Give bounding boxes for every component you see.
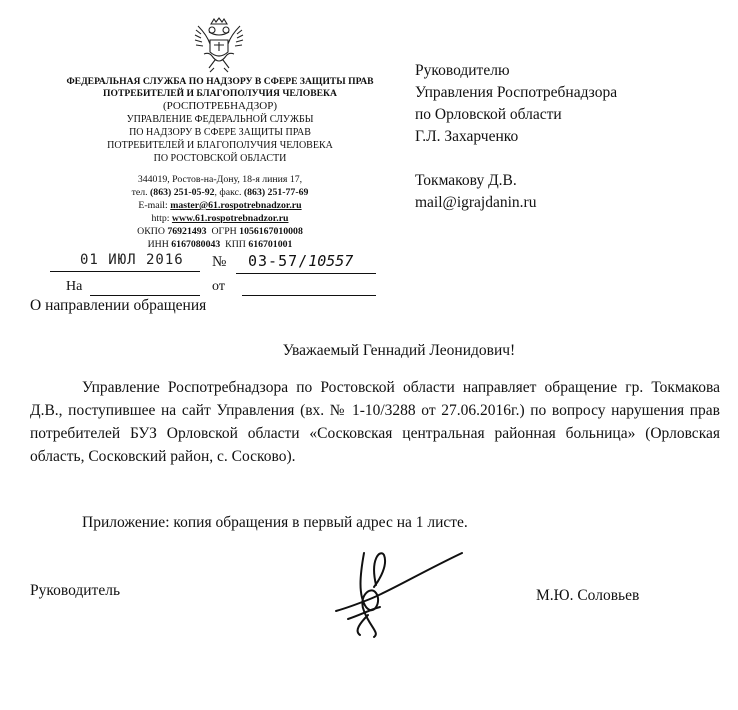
date-stamp: 01 ИЮЛ 2016 [80, 252, 184, 268]
agency-name-line2: ПОТРЕБИТЕЛЕЙ И БЛАГОПОЛУЧИЯ ЧЕЛОВЕКА [103, 88, 337, 99]
fax-label: , факс. [214, 187, 242, 198]
email-line [30, 200, 410, 213]
inn-label: ИНН [147, 239, 169, 250]
recipient-line4: Г.Л. Захарченко [415, 128, 519, 145]
coat-of-arms-icon [190, 16, 248, 76]
phone-label: тел. [131, 187, 148, 198]
number-handwritten: 10557 [308, 252, 354, 270]
attachment-line: Приложение: копия обращения в первый адрес на 1 листе. [82, 514, 468, 531]
recipient-block [415, 60, 617, 214]
handwritten-signature-icon [330, 545, 470, 640]
email-link[interactable]: master@61.rospotrebnadzor.ru [170, 200, 302, 211]
from-label: от [212, 279, 225, 294]
recipient-line1: Руководителю [415, 62, 510, 79]
website-label: http: [151, 213, 170, 224]
okpo-ogrn-line [30, 226, 410, 239]
outgoing-number [248, 252, 353, 271]
subject-line: О направлении обращения [30, 297, 207, 314]
on-label: На [66, 279, 83, 294]
agency-short-name: (РОСПОТРЕБНАДЗОР) [163, 100, 277, 112]
from-underline [242, 295, 376, 296]
recipient-line3: по Орловской области [415, 106, 562, 123]
okpo-label: ОКПО [137, 226, 165, 237]
number-underline [236, 273, 376, 274]
fax-number: (863) 251-77-69 [243, 187, 309, 198]
okpo-value: 76921493 [167, 226, 207, 237]
salutation: Уважаемый Геннадий Леонидович! [282, 342, 516, 359]
recipient-line5: Токмакову Д.В. [415, 172, 517, 189]
ogrn-value: 1056167010008 [239, 226, 303, 237]
phone-number: (863) 251-05-92 [150, 187, 215, 198]
body-paragraph: Управление Роспотребнадзора по Ростовской области направляет обращение гр. Токмакова Д.В., поступившее на сайт Управления (вх. № 1-10/3288 от 27.06.2016г.) по вопросу нарушения прав потребителей БУЗ Орловской области «Сосковская центральная районная больница» (Орловская область, Сосковский район, с. Сосково). [30, 379, 720, 465]
recipient-line2: Управления Роспотребнадзора [415, 84, 618, 101]
inn-kpp-line [30, 239, 410, 252]
website-line [30, 213, 410, 226]
dept-name-line1: УПРАВЛЕНИЕ ФЕДЕРАЛЬНОЙ СЛУЖБЫ [126, 114, 314, 125]
signatory-name: М.Ю. Соловьев [536, 587, 640, 604]
postal-address: 344019, Ростов-на-Дону, 18-я линия 17, [137, 174, 303, 185]
phone-fax-line [30, 187, 410, 200]
kpp-label: КПП [225, 239, 246, 250]
dept-name-line4: ПО РОСТОВСКОЙ ОБЛАСТИ [153, 153, 287, 164]
number-sign: № [212, 254, 227, 270]
dept-name-line2: ПО НАДЗОРУ В СФЕРЕ ЗАЩИТЫ ПРАВ [129, 127, 311, 138]
date-underline [50, 271, 200, 272]
website-link[interactable]: www.61.rospotrebnadzor.ru [171, 213, 289, 224]
signatory-title: Руководитель [30, 582, 121, 599]
inn-value: 6167080043 [171, 239, 221, 250]
ogrn-label: ОГРН [211, 226, 237, 237]
agency-name-line1: ФЕДЕРАЛЬНАЯ СЛУЖБА ПО НАДЗОРУ В СФЕРЕ ЗАЩИТЫ ПРАВ [66, 76, 374, 87]
on-underline [90, 295, 200, 296]
email-label: E-mail: [138, 200, 168, 211]
dept-name-line3: ПОТРЕБИТЕЛЕЙ И БЛАГОПОЛУЧИЯ ЧЕЛОВЕКА [107, 140, 333, 151]
kpp-value: 616701001 [248, 239, 293, 250]
number-printed: 03-57/ [248, 252, 309, 270]
recipient-email: mail@igrajdanin.ru [415, 194, 537, 211]
